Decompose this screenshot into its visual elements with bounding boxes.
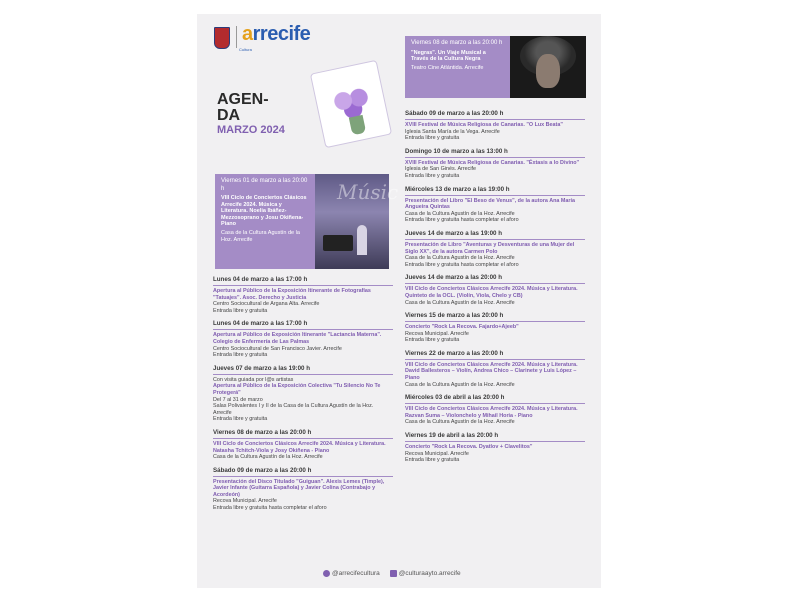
event-detail: Entrada libre y gratuita hasta completar el aforo [405, 217, 519, 224]
page-month: MARZO 2024 [217, 124, 285, 136]
portrait-face [536, 54, 560, 88]
featured-place: Casa de la Cultura Agustín de la Hoz. Arrecife [221, 229, 300, 243]
event-date: Jueves 07 de marzo a las 19:00 h [213, 365, 393, 375]
featured-title: "Negras". Un Viaje Musical a Través de la Cultura Negra [411, 49, 486, 63]
logo-divider [236, 26, 237, 48]
event-item[interactable] [405, 110, 585, 142]
event-detail: Salas Polivalentes I y II de la Casa de la Cultura Agustín de la Hoz. Arrecife [213, 403, 374, 416]
event-note: Con visita guiada por l@s artistas [213, 376, 294, 383]
event-date: Domingo 10 de marzo a las 13:00 h [405, 148, 585, 158]
facebook-icon [390, 570, 397, 577]
event-detail: Centro Sociocultural de San Francisco Javier. Arrecife [213, 345, 342, 352]
page-title: AGEN- DA [217, 91, 269, 124]
event-title: Concierto "Rock La Recova. Fajardo+Ajeeb" [405, 324, 519, 331]
event-detail: Iglesia Santa María de la Vega. Arrecife [405, 128, 500, 135]
event-date: Viernes 22 de marzo a las 20:00 h [405, 350, 585, 360]
agenda-poster [197, 14, 601, 588]
event-detail: Casa de la Cultura Agustín de la Hoz. Arrecife [405, 255, 515, 262]
event-date: Viernes 15 de marzo a las 20:00 h [405, 312, 585, 322]
event-title: XVIII Festival de Música Religiosa de Canarias. "O Lux Beata" [405, 122, 563, 128]
brand-name: arrecife [242, 23, 311, 45]
facebook-handle[interactable]: @culturaayto.arrecife [398, 570, 461, 577]
featured-event-left[interactable] [215, 174, 315, 269]
brand-subtitle: Cultura [239, 47, 252, 52]
event-title: Presentación del Disco Titulado "Guiguan". Alexis Lemes (Timple), Javier Infante (Guitarra Española) y Javier Colina (Contrabajo y Acordeón) [213, 478, 385, 498]
event-detail: Entrada libre y gratuita [405, 135, 460, 142]
event-detail: Iglesia de San Ginés. Arrecife [405, 166, 477, 173]
event-title: VIII Ciclo de Conciertos Clásicos Arrecife 2024. Música y Literatura. Natasha Tchitch-Viola y Josy Okiñena - Piano [213, 440, 386, 454]
event-item[interactable] [213, 320, 393, 358]
event-item[interactable] [405, 432, 585, 464]
featured-date: Viernes 01 de marzo a las 20:00 h [221, 178, 308, 192]
coat-of-arms-icon [214, 27, 230, 49]
instagram-icon [323, 570, 330, 577]
event-detail: Recova Municipal. Arrecife [213, 498, 277, 505]
event-title: Apertura al Público de la Exposición Colectiva "Tu Silencio No Te Protegerá" [213, 383, 381, 396]
event-date: Miércoles 13 de marzo a las 19:00 h [405, 186, 585, 196]
singer-figure [357, 225, 367, 255]
event-detail: Casa de la Cultura Agustín de la Hoz. Arrecife [213, 454, 323, 461]
event-detail: Entrada libre y gratuita [213, 352, 268, 359]
event-item[interactable] [405, 274, 585, 306]
piano-icon [323, 235, 353, 251]
event-title: Apertura al Público de la Exposición Itinerante de Fotografías "Tatuajes". Asoc. Derecho y Justicia [213, 288, 371, 301]
event-title: Presentación del Libro "El Beso de Venus", de la autora Ana María Angueira Quintas [405, 197, 575, 211]
event-date: Miércoles 03 de abril a las 20:00 h [405, 394, 585, 404]
event-detail: Entrada libre y gratuita [405, 457, 460, 464]
event-detail: Recova Municipal. Arrecife [405, 450, 469, 457]
event-item[interactable] [213, 467, 393, 512]
event-detail: Recova Municipal. Arrecife [405, 330, 469, 337]
concert-photo [315, 174, 399, 269]
tulip-illustration [310, 60, 392, 148]
event-item[interactable] [405, 312, 585, 344]
event-date: Viernes 19 de abril a las 20:00 h [405, 432, 585, 442]
event-item[interactable] [405, 350, 585, 388]
event-item[interactable] [405, 394, 585, 426]
musica-watermark: Músic [337, 180, 399, 204]
event-detail: Casa de la Cultura Agustín de la Hoz. Arrecife [405, 381, 515, 388]
instagram-handle[interactable]: @arrecifecultura [332, 570, 380, 577]
event-detail: Del 7 al 31 de marzo [213, 396, 263, 403]
event-detail: Centro Sociocultural de Argana Alta. Arrecife [213, 301, 320, 308]
brand-logo [214, 23, 311, 52]
event-title: VIII Ciclo de Conciertos Clásicos Arrecife 2024. Música y Literatura. David Ballesteros – Violín, Andrea Chico – Clarinete y Luis López – Piano [405, 361, 578, 382]
event-item[interactable] [213, 276, 393, 314]
event-date: Viernes 08 de marzo a las 20:00 h [213, 429, 393, 439]
event-title: Presentación de Libro "Aventuras y Desventuras de una Mujer del Siglo XX", de la autora Carmen Polo [405, 241, 575, 255]
event-item[interactable] [405, 186, 585, 224]
event-detail: Entrada libre y gratuita hasta completar el aforo [213, 505, 327, 512]
event-title: VIII Ciclo de Conciertos Clásicos Arrecife 2024. Música y Literatura. Quinteto de la OCL. (Violín, Viola, Chelo y CB) [405, 286, 578, 299]
events-list-left [213, 276, 393, 518]
event-detail: Casa de la Cultura Agustín de la Hoz. Arrecife [405, 419, 515, 426]
event-item[interactable] [405, 148, 585, 180]
event-date: Sábado 09 de marzo a las 20:00 h [213, 467, 393, 477]
events-list-right [405, 110, 585, 470]
event-detail: Entrada libre y gratuita [213, 416, 268, 423]
social-footer [323, 570, 461, 577]
event-title: XVIII Festival de Música Religiosa de Canarias. "Éxtasis a lo Divino" [405, 159, 580, 166]
event-item[interactable] [213, 429, 393, 461]
event-detail: Casa de la Cultura Agustín de la Hoz. Arrecife [405, 210, 515, 217]
event-item[interactable] [213, 365, 393, 423]
event-detail: Entrada libre y gratuita [405, 172, 460, 179]
featured-date: Viernes 08 de marzo a las 20:00 h [411, 40, 503, 46]
event-detail: Casa de la Cultura Agustín de la Hoz. Arrecife [405, 299, 515, 306]
event-date: Lunes 04 de marzo a las 17:00 h [213, 276, 393, 286]
event-title: VIII Ciclo de Conciertos Clásicos Arrecife 2024. Música y Literatura. Razvan Suma – Violonchelo y Mihail Horia - Piano [405, 406, 578, 419]
event-detail: Entrada libre y gratuita hasta completar el aforo [405, 261, 519, 268]
featured-event-right[interactable] [405, 36, 510, 98]
event-title: Concierto "Rock La Recova. Dyatlov + Clavelitos" [405, 444, 533, 451]
featured-place: Teatro Cine Atlántida. Arrecife [411, 64, 484, 71]
event-title: Apertura al Público de Exposición Itinerante "Lactancia Materna". Colegio de Enfermería de Las Palmas [213, 332, 382, 345]
tulip-stems-icon [349, 115, 366, 136]
event-item[interactable] [405, 230, 585, 268]
event-detail: Entrada libre y gratuita [405, 337, 460, 344]
event-date: Sábado 09 de marzo a las 20:00 h [405, 110, 585, 120]
event-date: Jueves 14 de marzo a las 19:00 h [405, 230, 585, 240]
event-detail: Entrada libre y gratuita [213, 307, 268, 314]
portrait-photo [510, 36, 586, 98]
event-date: Jueves 14 de marzo a las 20:00 h [405, 274, 585, 284]
featured-title: VIII Ciclo de Conciertos Clásicos Arrecife 2024. Música y Literatura. Noelia Ibáñez-Mezzosoprano y Josu Okiñena-Piano [221, 195, 307, 228]
event-date: Lunes 04 de marzo a las 17:00 h [213, 320, 393, 330]
